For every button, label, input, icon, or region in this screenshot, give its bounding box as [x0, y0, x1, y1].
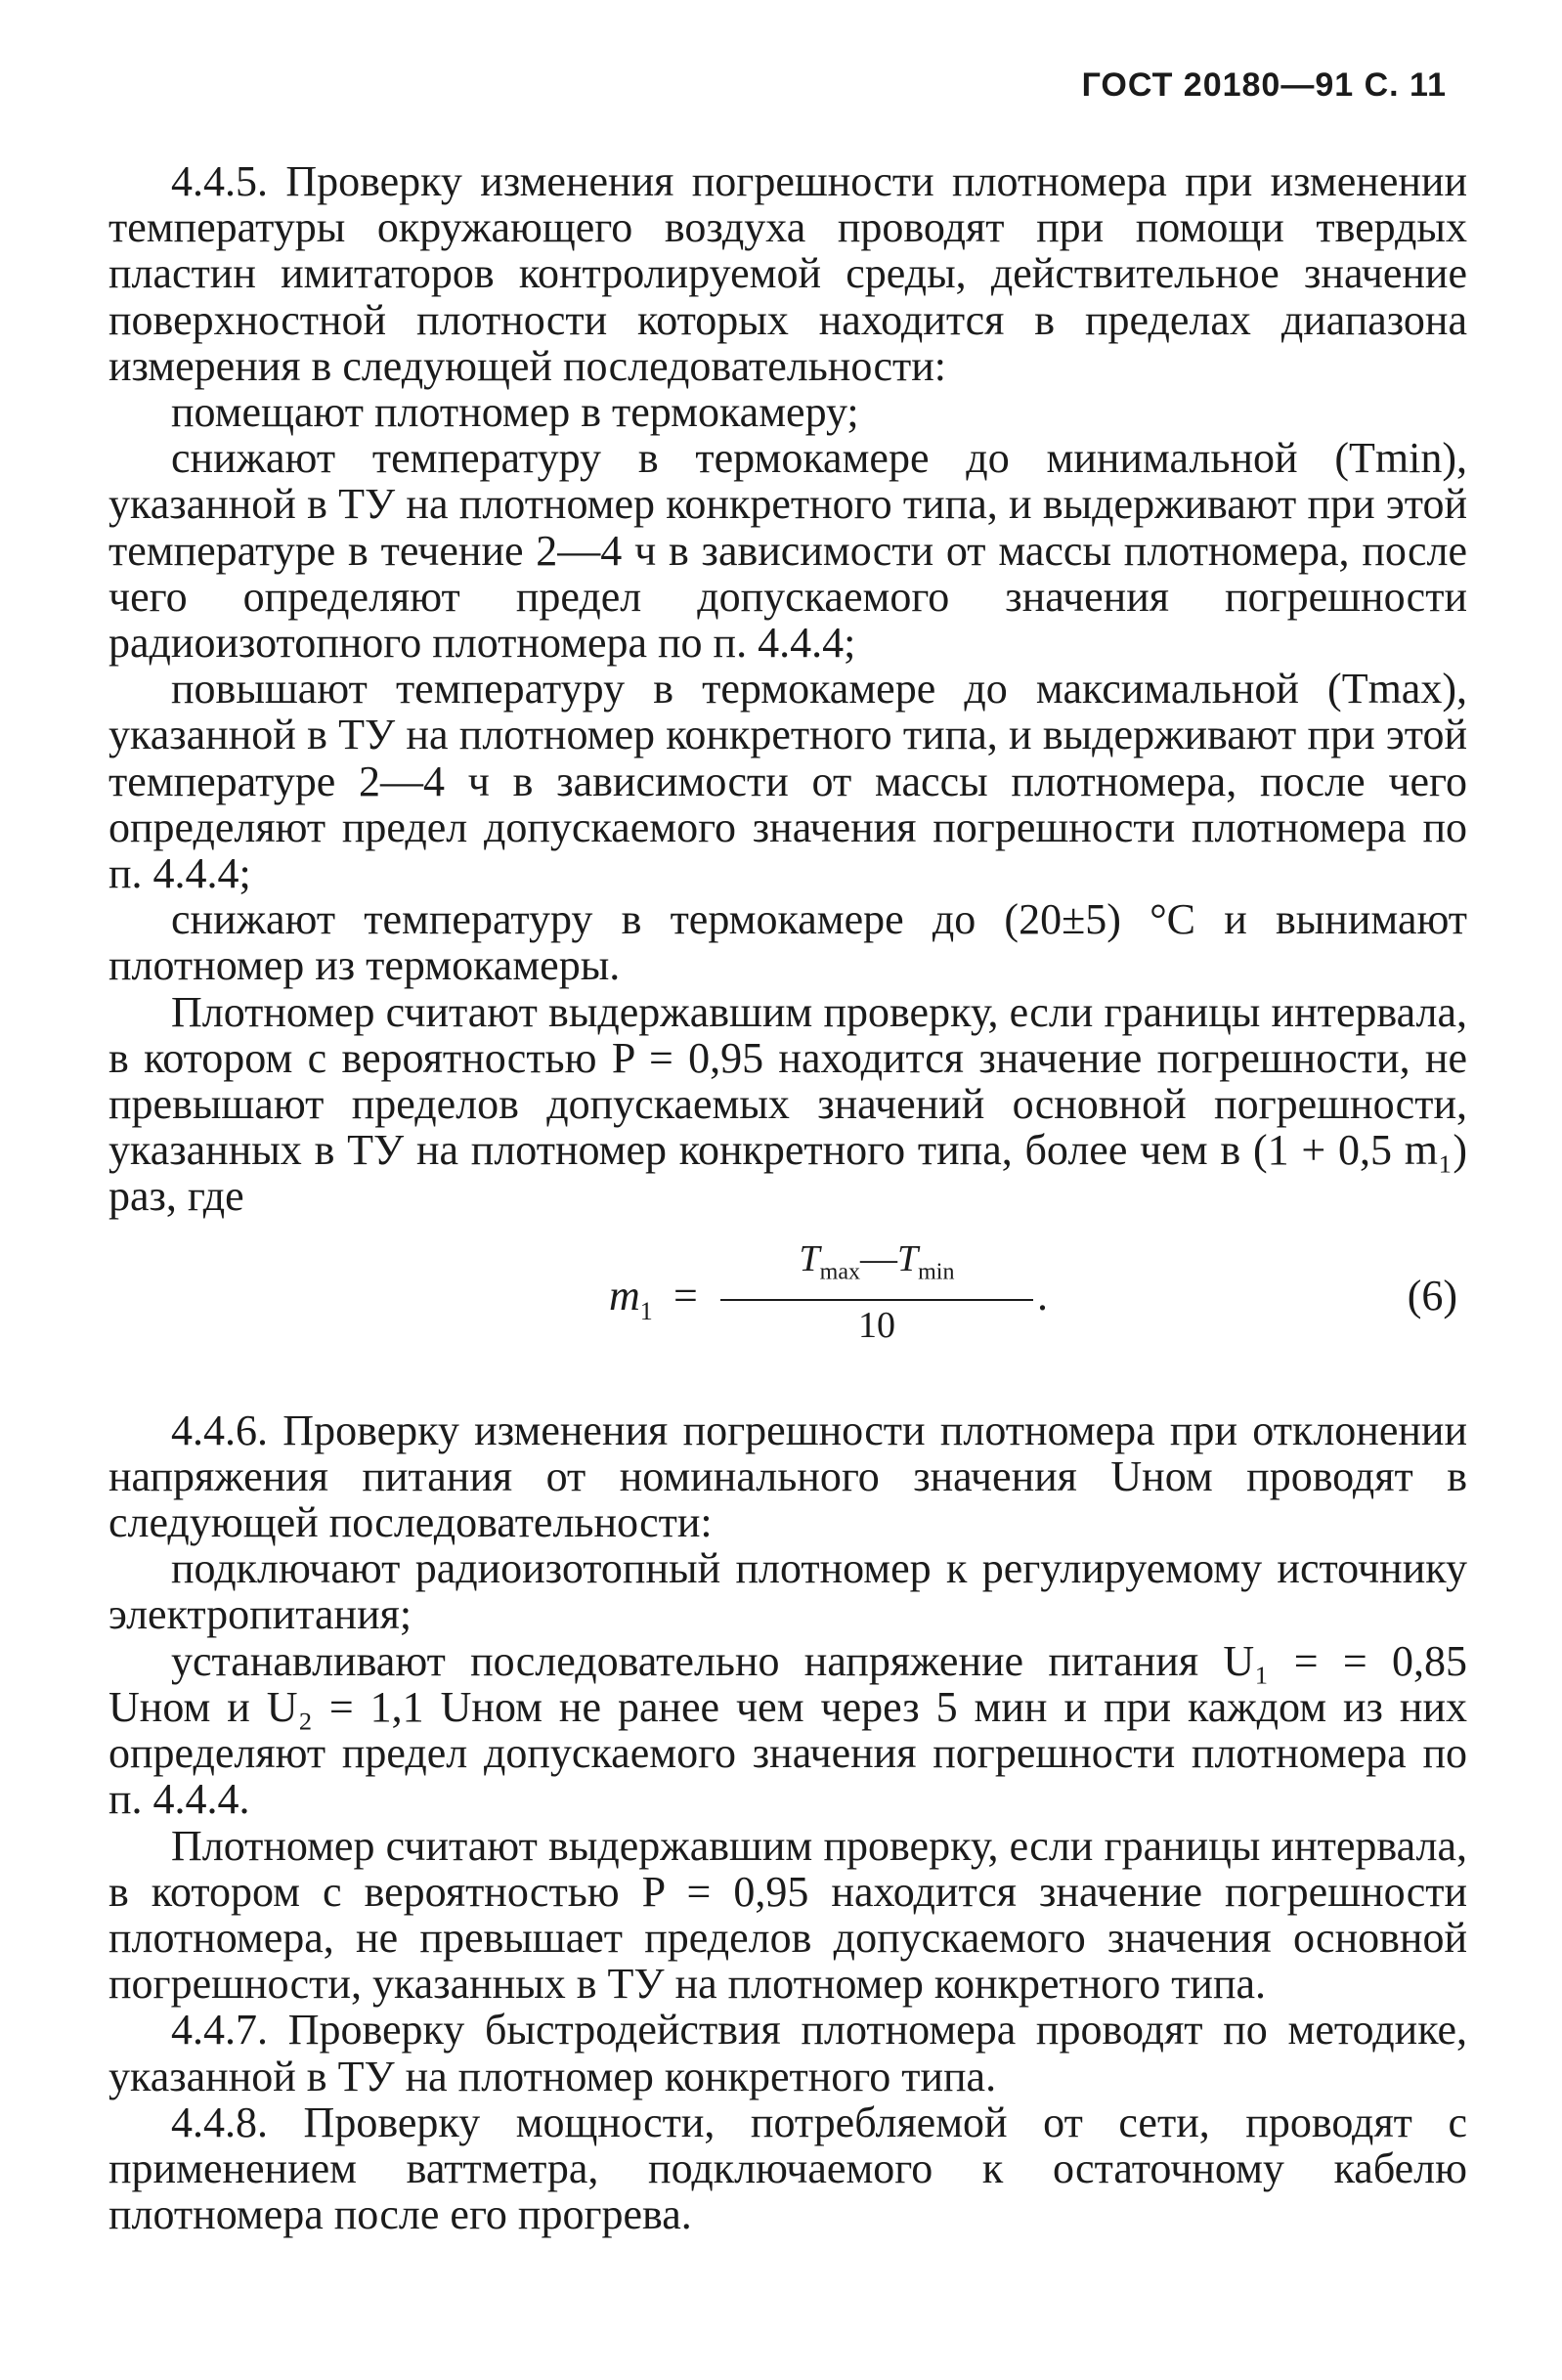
paragraph-4-4-6: 4.4.6. Проверку изменения погрешности плотномера при отклонении напряжения питания от номинального значения Uном проводят в следующей последовательности: — [108, 1406, 1467, 1547]
formula-equals: = — [673, 1271, 698, 1320]
step-lower-temperature: снижают температуру в термокамере до минимальной (Tmin), указанной в ТУ на плотномер конкретного типа, и выдерживают при этой температуре в течение 2—4 ч в зависимости от массы плотномера, после чего определяют предел допускаемого значения погрешности радиоизотопного плотномера по п. 4.4.4; — [108, 434, 1467, 668]
formula-lhs: $m_1$ — [609, 1271, 653, 1325]
formula-numerator: $T_{max}—T_{min}$ — [720, 1235, 1033, 1302]
page-header: ГОСТ 20180—91 С. 11 — [1081, 66, 1447, 104]
formula-denominator: 10 — [858, 1305, 895, 1347]
paragraph-4-4-7: 4.4.7. Проверку быстродействия плотномера проводят по методике, указанной в ТУ на плотномер конкретного типа. — [108, 2006, 1467, 2100]
formula-6 — [108, 1235, 1467, 1364]
acceptance-criterion-temperature: Плотномер считают выдержавшим проверку, если границы интервала, в котором с вероятностью P = 0,95 находится значение погрешности, не превышают пределов допускаемых значений основной погрешности, указанных в ТУ на плотномер конкретного типа, более чем в (1 + 0,5 m₁) раз, где — [108, 987, 1467, 1221]
step-place-in-chamber: помещают плотномер в термокамеру; — [171, 388, 859, 437]
paragraph-4-4-5: 4.4.5. Проверку изменения погрешности плотномера при изменении температуры окружающего воздуха проводят при помощи твердых пластин имитаторов контролируемой среды, действительное значение поверхностной плотности которых находится в пределах диапазона измерения в следующей последовательности: — [108, 157, 1467, 390]
step-set-voltage: устанавливают последовательно напряжение питания U₁ = = 0,85 Uном и U₂ = 1,1 Uном не ранее чем через 5 мин и при каждом из них определяют предел допускаемого значения погрешности плотномера по п. 4.4.4. — [108, 1636, 1467, 1824]
paragraph-4-4-8: 4.4.8. Проверку мощности, потребляемой от сети, проводят с применением ваттметра, подключаемого к остаточному кабелю плотномера после его прогрева. — [108, 2098, 1467, 2239]
formula-period: . — [1037, 1271, 1048, 1320]
acceptance-criterion-voltage: Плотномер считают выдержавшим проверку, если границы интервала, в котором с вероятностью P = 0,95 находится значение погрешности плотномера, не превышает пределов допускаемого значения основной погрешности, указанных в ТУ на плотномер конкретного типа. — [108, 1821, 1467, 2009]
step-raise-temperature: повышают температуру в термокамере до максимальной (Tmax), указанной в ТУ на плотномер конкретного типа, и выдерживают при этой температуре 2—4 ч в зависимости от массы плотномера, после чего определяют предел допускаемого значения погрешности плотномера по п. 4.4.4; — [108, 665, 1467, 898]
formula-fraction — [720, 1235, 1033, 1351]
page-content — [108, 158, 1467, 2237]
step-connect-power: подключают радиоизотопный плотномер к регулируемому источнику электропитания; — [108, 1544, 1467, 1639]
formula-number: (6) — [1407, 1271, 1457, 1320]
step-restore-temperature: снижают температуру в термокамере до (20±5) °С и вынимают плотномер из термокамеры. — [108, 895, 1467, 990]
